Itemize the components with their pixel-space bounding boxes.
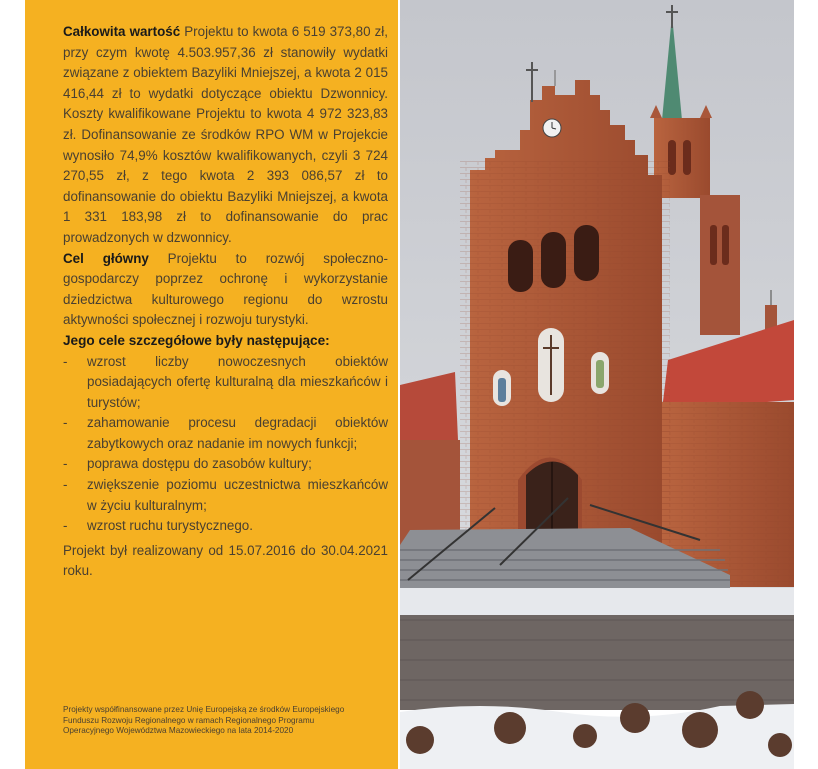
snow-foreground: [400, 704, 794, 769]
cost-body: Projektu to kwota 6 519 373,80 zł, przy czym kwotę 4.503.957,36 zł stanowiły wydatki związane z obiektem Bazyliki Mniejszej, a kwota 2 015 416,44 zł to wydatki dotyczące obiektu Dzwonnicy. Koszty kwalifikowane Projektu to kwota 4 972 323,83 zł. Dofinansowanie ze środków RPO WM w Projekcie wynosiło 74,9% kosztów kwalifikowanych, czyli 3 724 270,55 zł, z tego kwota 2 393 086,57 zł to dofinansowanie do obiektu Bazyliki Mniejszej, a kwota 1 331 183,98 zł to dofinansowanie do prac prowadzonych w dzwonnicy.: [63, 24, 389, 245]
info-panel: [25, 0, 398, 769]
goal-item: [63, 413, 388, 454]
cost-paragraph: [63, 22, 388, 249]
cost-lead: Całkowita wartość: [63, 24, 181, 39]
goal-text: poprawa dostępu do zasobów kultury;: [87, 456, 312, 472]
goals-list: [63, 352, 388, 537]
goal-item: [63, 352, 388, 414]
goal-text: wzrost ruchu turystycznego.: [87, 518, 253, 534]
bullet-dash: -: [63, 477, 68, 493]
main-goal-body: Projektu to rozwój społeczno-gospodarczy poprzez ochronę i wykorzystanie dziedzictwa kulturowego regionu do wzrostu aktywności społecznej i rozwoju turystyki.: [63, 250, 389, 328]
eu-footnote: Projekty współfinansowane przez Unię Europejską ze środków Europejskiego Funduszu Rozwoju Regionalnego w ramach Regionalnego Programu Operacyjnego Województwa Mazowieckiego na lata 2014-2020: [63, 705, 345, 736]
snow-strip: [400, 588, 794, 618]
church-illustration: [400, 0, 794, 769]
church-photo: [400, 0, 794, 769]
right-nave: [662, 320, 794, 587]
goal-text: zahamowanie procesu degradacji obiektów zabytkowych oraz nadanie im nowych funkcji;: [87, 415, 388, 451]
goal-item: [63, 475, 388, 516]
goals-heading: Jego cele szczegółowe były następujące:: [63, 332, 330, 348]
goal-item: [63, 454, 388, 475]
closing-text: Projekt był realizowany od 15.07.2016 do 30.04.2021 roku.: [63, 542, 388, 579]
bullet-dash: -: [63, 415, 68, 431]
main-goal-lead: Cel główny: [63, 250, 149, 266]
goal-text: zwiększenie poziomu uczestnictwa mieszkańców w życiu kulturalnym;: [87, 477, 388, 513]
info-text: [63, 22, 388, 582]
bullet-dash: -: [63, 353, 68, 369]
paved-plaza: [400, 615, 794, 710]
goal-item: [63, 516, 388, 537]
bullet-dash: -: [63, 456, 68, 472]
main-goal-paragraph: [63, 249, 388, 331]
goal-text: wzrost liczby nowoczesnych obiektów posiadających ofertę kulturalną dla mieszkańców i turystów;: [87, 353, 388, 410]
bullet-dash: -: [63, 518, 68, 534]
